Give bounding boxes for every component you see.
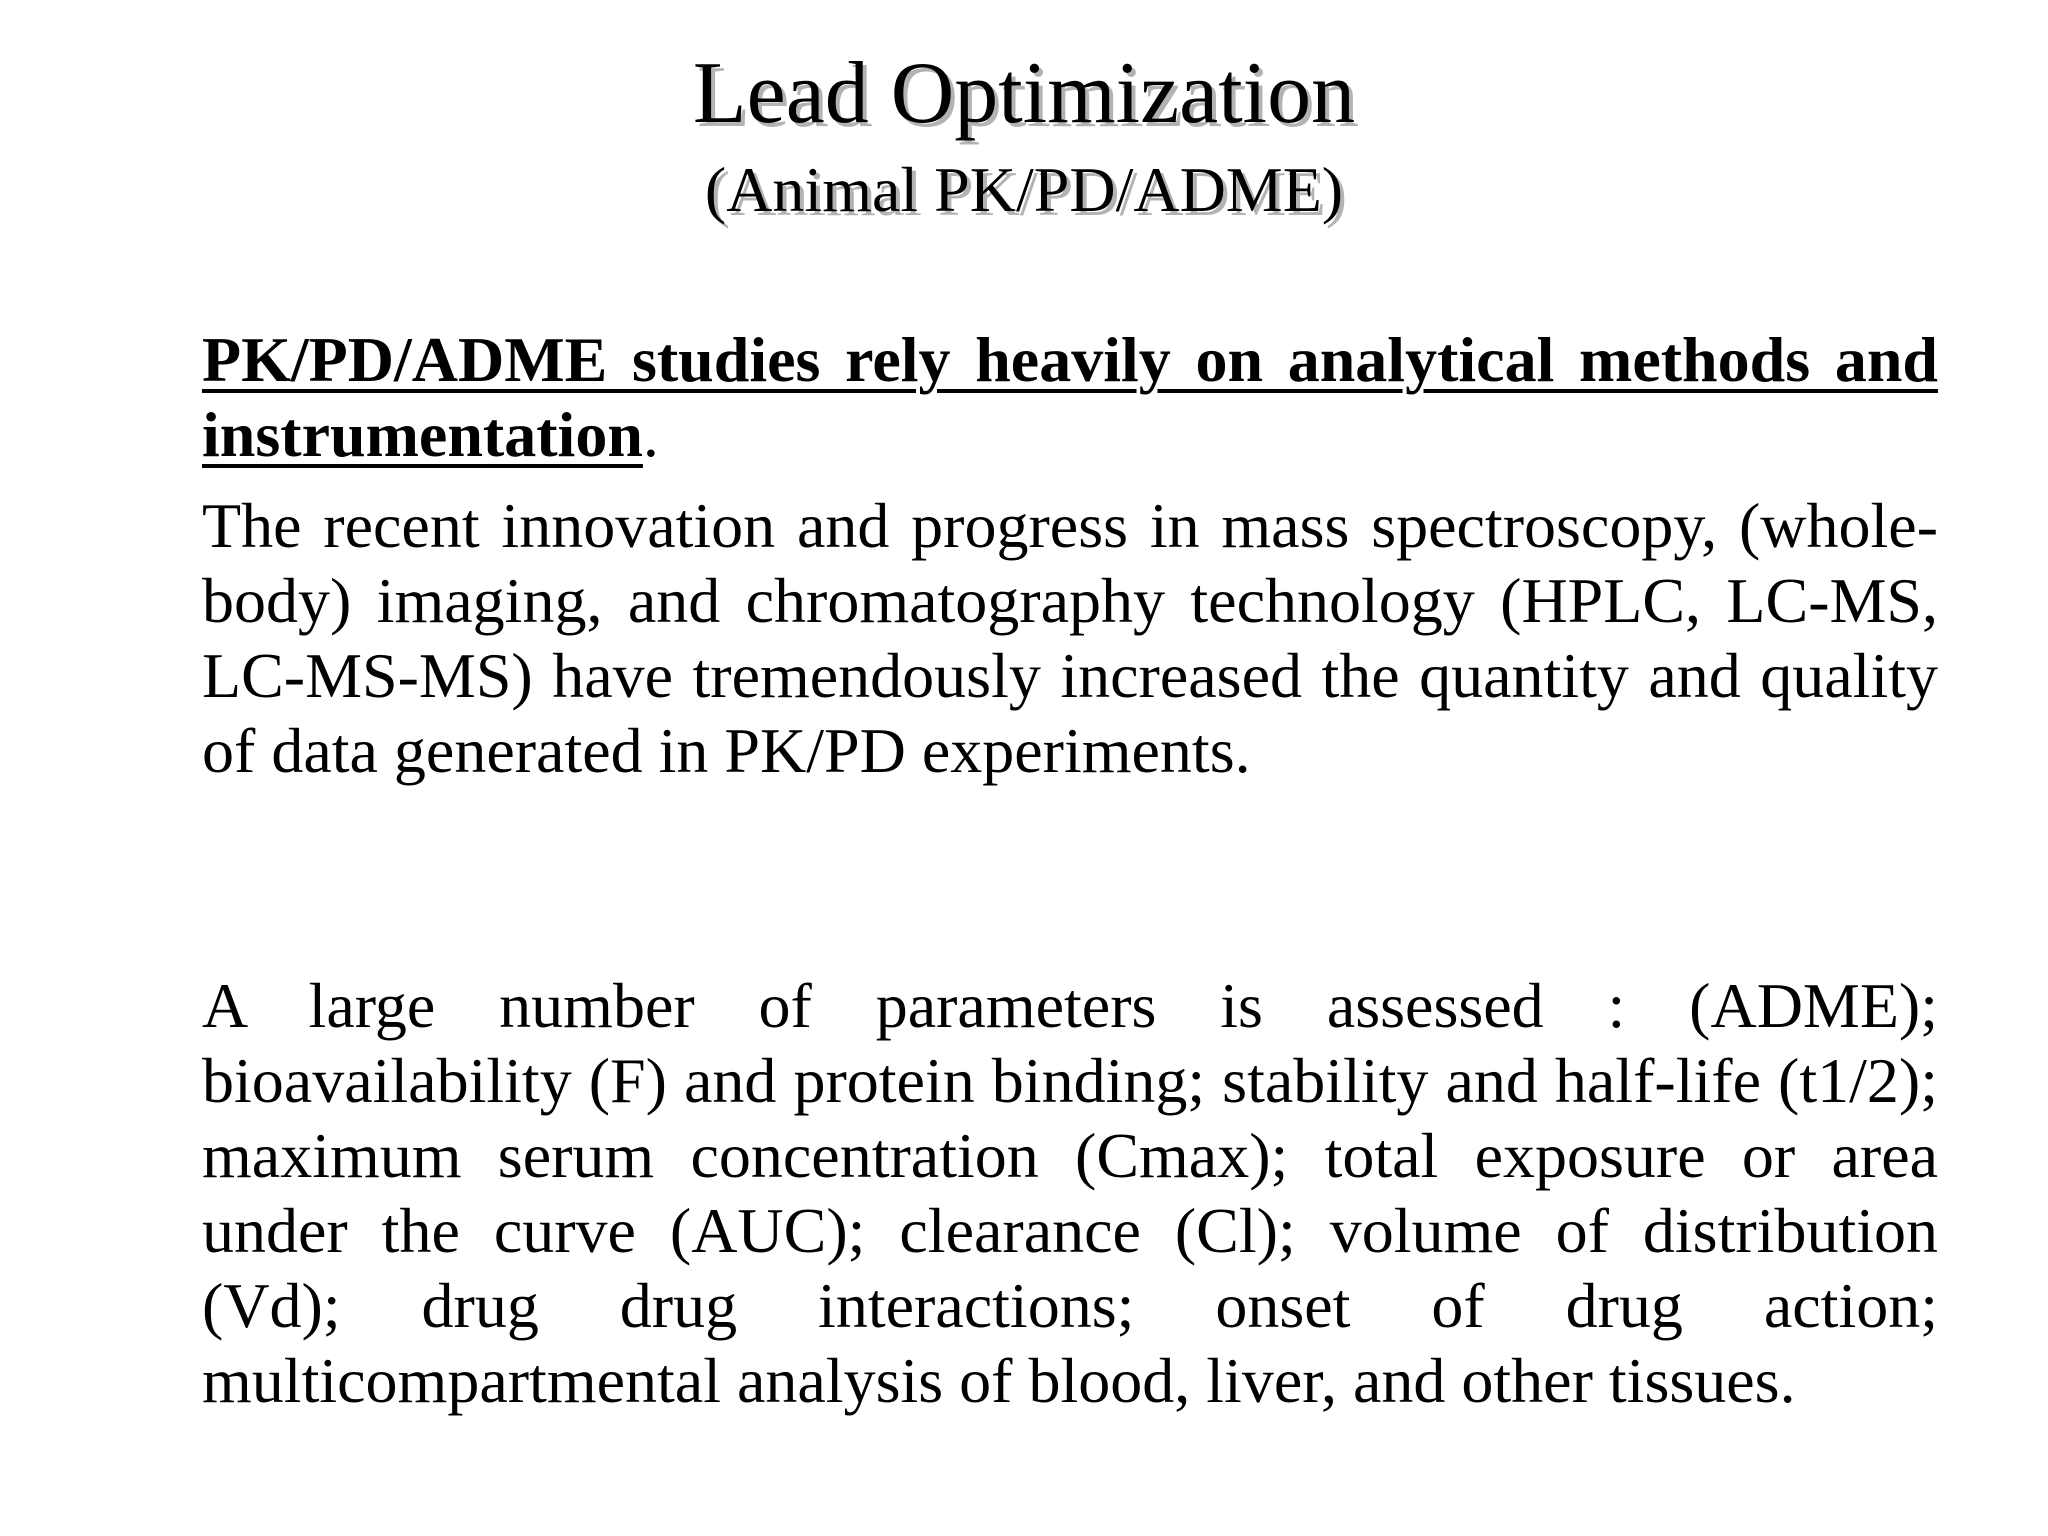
paragraph-parameters: A large number of parameters is assessed : (ADME); bioavailability (F) and protein binding; stability and half-life (t1/2); maximum serum concentration (Cmax); total exposure or area under the curve (AUC); clearance (Cl); volume of distribution (Vd); drug drug interactions; onset of drug action; multicompartmental analysis of blood, liver, and other tissues. bbox=[202, 970, 1938, 1416]
paragraph-innovation: The recent innovation and progress in mass spectroscopy, (whole-body) imaging, and chromatography technology (HPLC, LC-MS, LC-MS-MS) have tremendously increased the quantity and quality of data generated in PK/PD experiments. bbox=[202, 490, 1938, 786]
paragraph-analytical-methods bbox=[202, 322, 1938, 472]
paragraph-lead-period: . bbox=[642, 399, 659, 470]
slide-title: Lead Optimization bbox=[692, 45, 1356, 142]
paragraph-lead-emphasis: PK/PD/ADME studies rely heavily on analytical methods and instrumentation bbox=[202, 324, 1938, 470]
slide-subtitle: (Animal PK/PD/ADME) bbox=[704, 154, 1344, 225]
